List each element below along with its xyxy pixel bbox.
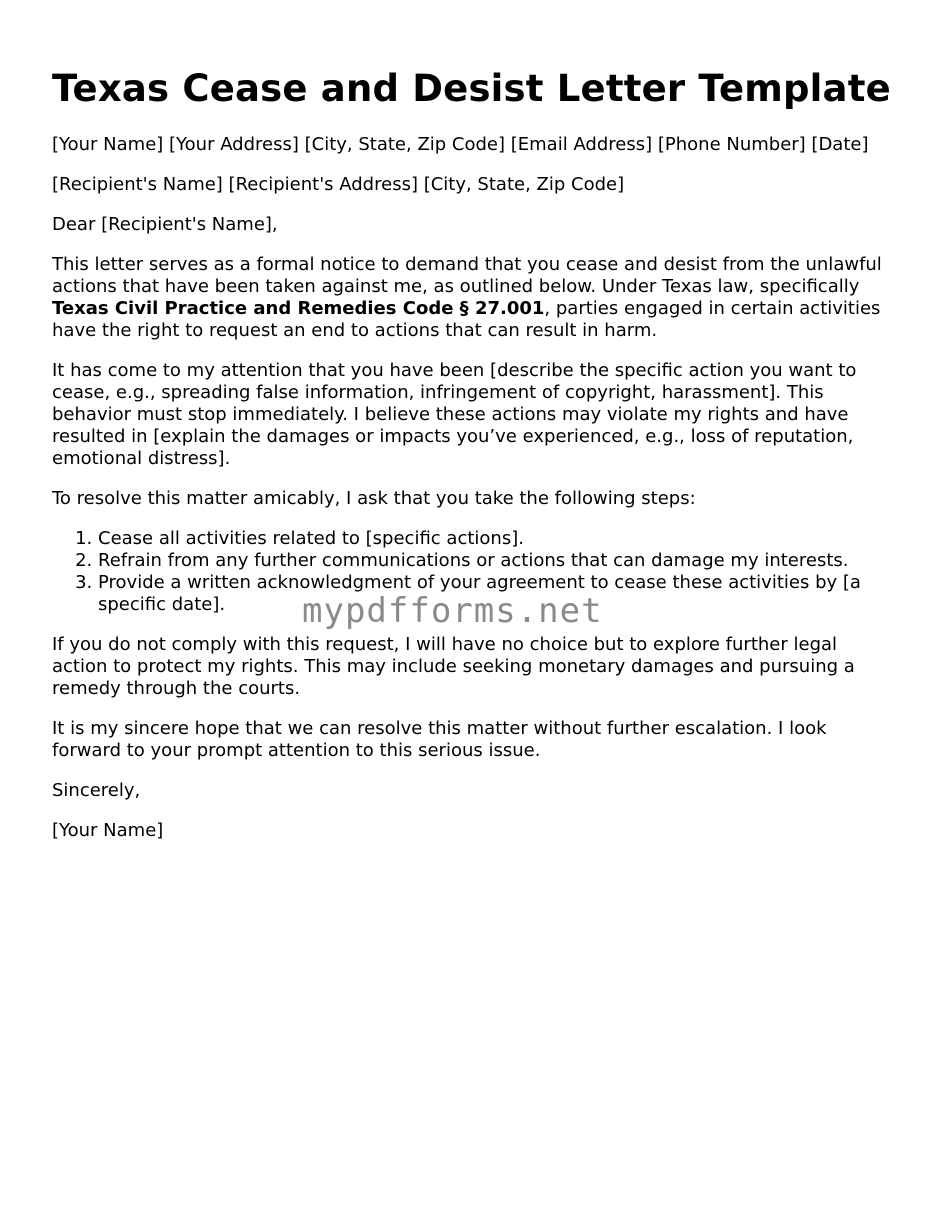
intro-text-end: , parties engaged in certain activities have the right to request an end to actions that can result in harm. [52, 298, 881, 341]
closing-paragraph: It is my sincere hope that we can resolve this matter without further escalation. I look forward to your prompt attention to this serious issue. [52, 718, 827, 761]
consequences-paragraph: If you do not comply with this request, I will have no choice but to explore further legal action to protect my rights. This may include seeking monetary damages and pursuing a remedy through the courts. [52, 634, 855, 699]
list-item: 1. Cease all activities related to [specific actions]. [98, 528, 892, 550]
intro-paragraph [52, 254, 892, 342]
watermark: mypdfforms.net [302, 591, 603, 631]
statute-reference: Texas Civil Practice and Remedies Code § 27.001 [52, 298, 545, 319]
intro-text-start: This letter serves as a formal notice to demand that you cease and desist from the unlawful actions that have been taken against me, as outlined below. Under Texas law, specifically [52, 254, 882, 297]
document-title: Texas Cease and Desist Letter Template [52, 67, 891, 110]
actions-paragraph: It has come to my attention that you have been [describe the specific action you want to cease, e.g., spreading false information, infringement of copyright, harassment]. This behavior must stop immediately. I believe these actions may violate my rights and have resulted in [explain the damages or impacts you’ve experienced, e.g., loss of reputation, emotional distress]. [52, 360, 857, 469]
steps-intro: To resolve this matter amicably, I ask that you take the following steps: [52, 488, 696, 509]
list-item: 2. Refrain from any further communications or actions that can damage my interests. [98, 550, 892, 572]
sender-info: [Your Name] [Your Address] [City, State, Zip Code] [Email Address] [Phone Number] [Date] [52, 134, 869, 155]
recipient-info: [Recipient's Name] [Recipient's Address] [City, State, Zip Code] [52, 174, 625, 195]
salutation: Dear [Recipient's Name], [52, 214, 278, 235]
letter-page [52, 66, 892, 860]
list-item: 3. Provide a written acknowledgment of your agreement to cease these activities by [a specific date]. [98, 572, 892, 616]
closing-salutation: Sincerely, [52, 780, 141, 801]
signature-name: [Your Name] [52, 820, 164, 841]
